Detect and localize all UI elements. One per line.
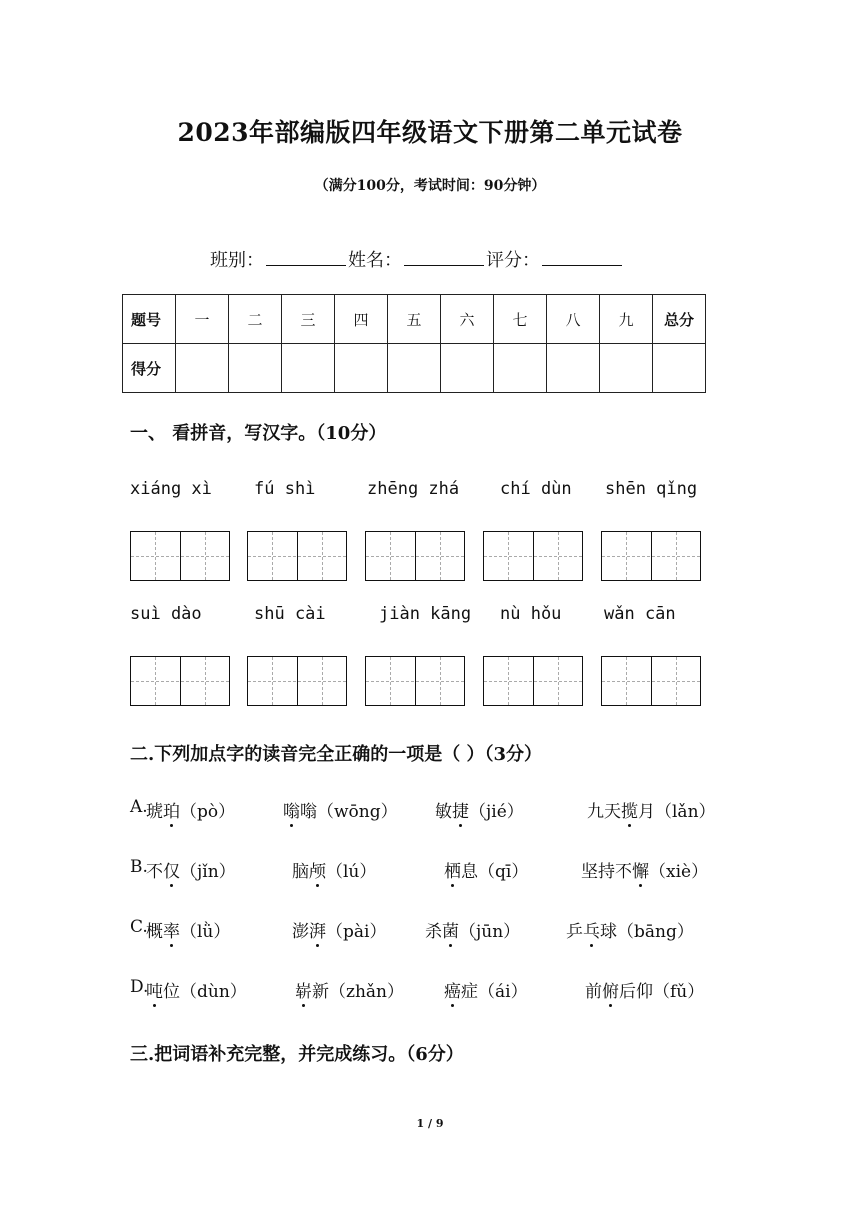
option-item: 嗡嗡（wōng） [283, 802, 398, 822]
score-cell[interactable] [441, 344, 494, 393]
writing-box[interactable] [365, 656, 465, 706]
writing-box[interactable] [130, 531, 230, 581]
option-item: 栖息（qī） [444, 862, 529, 882]
score-cell[interactable] [494, 344, 547, 393]
writing-box[interactable] [483, 531, 583, 581]
score-table-col: 九 [600, 295, 653, 344]
page-title: 2023年部编版四年级语文下册第二单元试卷 [177, 118, 683, 147]
option-item: 杀菌（jūn） [425, 922, 521, 942]
score-label: 评分： [486, 250, 540, 271]
score-table-col: 三 [282, 295, 335, 344]
score-table-row-label: 得分 [123, 344, 176, 393]
score-cell[interactable] [229, 344, 282, 393]
option-item: 九天揽月（lǎn） [587, 802, 716, 822]
page-number: 1 / 9 [416, 1117, 444, 1130]
score-table-header-label: 题号 [123, 295, 176, 344]
pinyin-item: wǎn cān [604, 604, 676, 624]
option-item: 琥珀（pò） [146, 802, 236, 822]
pinyin-item: chí dùn [500, 479, 572, 499]
option-b-label: B. [130, 857, 148, 877]
score-table [122, 294, 706, 393]
section-1-title: 一、 看拼音，写汉字。（10分） [130, 423, 387, 444]
option-item: 崭新（zhǎn） [295, 982, 404, 1002]
pinyin-item: nù hǒu [500, 604, 562, 624]
option-item: 不仅（jǐn） [146, 862, 236, 882]
section-3-title: 三.把词语补充完整，并完成练习。（6分） [130, 1044, 464, 1065]
pinyin-item: zhēng zhá [367, 479, 460, 499]
pinyin-item: xiáng xì [130, 479, 212, 499]
score-cell[interactable] [176, 344, 229, 393]
score-cell[interactable] [600, 344, 653, 393]
score-cell[interactable] [547, 344, 600, 393]
score-table-col: 六 [441, 295, 494, 344]
writing-box[interactable] [483, 656, 583, 706]
pinyin-item: jiàn kāng [379, 604, 472, 624]
page-subtitle: （满分100分，考试时间：90分钟） [314, 178, 546, 194]
score-table-col-total: 总分 [653, 295, 706, 344]
score-table-col: 七 [494, 295, 547, 344]
score-table-header-row [123, 295, 706, 344]
class-blank[interactable] [266, 247, 346, 266]
option-item: 澎湃（pài） [292, 922, 387, 942]
writing-box[interactable] [130, 656, 230, 706]
name-blank[interactable] [404, 247, 484, 266]
score-cell[interactable] [335, 344, 388, 393]
section-2-title: 二.下列加点字的读音完全正确的一项是（ ）（3分） [130, 744, 543, 765]
writing-box[interactable] [601, 531, 701, 581]
score-table-col: 八 [547, 295, 600, 344]
option-a-label: A. [130, 797, 148, 817]
score-table-col: 四 [335, 295, 388, 344]
writing-box[interactable] [247, 531, 347, 581]
option-item: 吨位（dùn） [146, 982, 247, 1002]
option-item: 乒乓球（bāng） [566, 922, 694, 942]
option-c-label: C. [130, 917, 148, 937]
score-cell[interactable] [388, 344, 441, 393]
score-blank[interactable] [542, 247, 622, 266]
option-item: 前俯后仰（fǔ） [585, 982, 705, 1002]
student-info-line [210, 246, 624, 272]
score-table-col: 一 [176, 295, 229, 344]
option-item: 癌症（ái） [444, 982, 528, 1002]
option-item: 坚持不懈（xiè） [581, 862, 709, 882]
name-label: 姓名： [348, 250, 402, 271]
pinyin-item: shēn qǐng [605, 479, 698, 499]
writing-box[interactable] [247, 656, 347, 706]
option-item: 概率（lǜ） [146, 922, 231, 942]
option-d-label: D. [130, 977, 149, 997]
option-item: 脑颅（lú） [292, 862, 377, 882]
pinyin-item: suì dào [130, 604, 202, 624]
score-cell[interactable] [282, 344, 335, 393]
score-table-col: 二 [229, 295, 282, 344]
score-table-score-row [123, 344, 706, 393]
class-label: 班别： [210, 250, 264, 271]
pinyin-item: shū cài [254, 604, 326, 624]
option-item: 敏捷（jié） [435, 802, 524, 822]
score-table-col: 五 [388, 295, 441, 344]
writing-box[interactable] [601, 656, 701, 706]
pinyin-item: fú shì [254, 479, 316, 499]
score-cell[interactable] [653, 344, 706, 393]
writing-box[interactable] [365, 531, 465, 581]
